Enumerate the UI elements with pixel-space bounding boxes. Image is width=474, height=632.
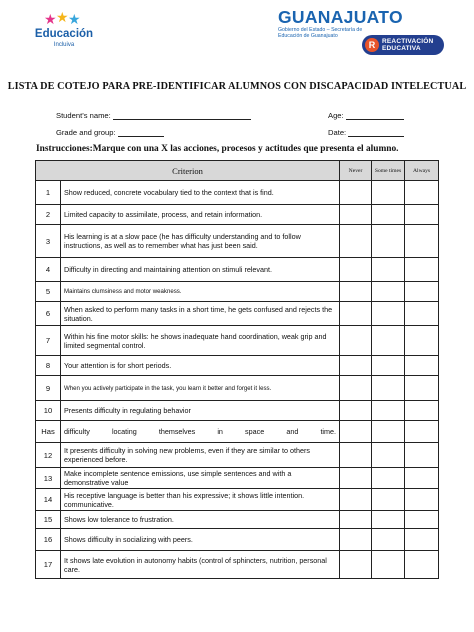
table-row <box>36 326 439 356</box>
sometimes-checkbox[interactable] <box>372 468 405 489</box>
row-criterion: Maintains clumsiness and motor weakness. <box>61 282 340 302</box>
star-icon: ★ <box>44 11 57 27</box>
sometimes-checkbox[interactable] <box>372 376 405 401</box>
sometimes-checkbox[interactable] <box>372 225 405 258</box>
table-row <box>36 376 439 401</box>
row-number: 17 <box>36 551 61 579</box>
table-row <box>36 225 439 258</box>
row-criterion: Show reduced, concrete vocabulary tied to the context that is find. <box>61 181 340 205</box>
reactivacion-badge <box>362 35 444 55</box>
always-checkbox[interactable] <box>405 376 439 401</box>
age-label: Age: <box>328 111 344 120</box>
row-criterion: Difficulty in directing and maintaining attention on stimuli relevant. <box>61 258 340 282</box>
row-criterion: Make incomplete sentence emissions, use simple sentences and with a demonstrative value <box>61 468 340 489</box>
never-checkbox[interactable] <box>340 489 372 511</box>
logo-right-title: GUANAJUATO <box>278 7 403 27</box>
student-name-field[interactable] <box>56 111 251 120</box>
grade-group-label: Grade and group: <box>56 128 116 137</box>
table-row <box>36 489 439 511</box>
never-checkbox[interactable] <box>340 468 372 489</box>
table-row <box>36 511 439 529</box>
row-number: 6 <box>36 302 61 326</box>
row-criterion: It shows late evolution in autonomy habits (control of sphincters, nutrition, personal care. <box>61 551 340 579</box>
table-row <box>36 551 439 579</box>
student-name-label: Student’s name: <box>56 111 111 120</box>
guanajuato-logo <box>278 8 450 58</box>
row-number: 4 <box>36 258 61 282</box>
never-checkbox[interactable] <box>340 421 372 443</box>
table-row <box>36 258 439 282</box>
row-criterion: Your attention is for short periods. <box>61 356 340 376</box>
always-checkbox[interactable] <box>405 205 439 225</box>
table-row <box>36 443 439 468</box>
row-number: 12 <box>36 443 61 468</box>
grade-group-field[interactable] <box>56 128 164 137</box>
sometimes-checkbox[interactable] <box>372 326 405 356</box>
row-criterion: When asked to perform many tasks in a short time, he gets confused and rejects the situation. <box>61 302 340 326</box>
sometimes-checkbox[interactable] <box>372 302 405 326</box>
table-row <box>36 401 439 421</box>
row-criterion: Within his fine motor skills: he shows inadequate hand coordination, weak grip and limited segmental control. <box>61 326 340 356</box>
grade-group-line[interactable] <box>118 128 164 137</box>
row-criterion: It presents difficulty in solving new problems, even if they are similar to others experienced before. <box>61 443 340 468</box>
row-number: Has <box>36 421 61 443</box>
row-number: 14 <box>36 489 61 511</box>
sometimes-checkbox[interactable] <box>372 489 405 511</box>
sometimes-checkbox[interactable] <box>372 401 405 421</box>
row-number: 3 <box>36 225 61 258</box>
always-checkbox[interactable] <box>405 356 439 376</box>
educacion-inclusiva-logo <box>34 9 94 56</box>
table-row <box>36 302 439 326</box>
date-field[interactable] <box>328 128 404 137</box>
sometimes-checkbox[interactable] <box>372 282 405 302</box>
sometimes-checkbox[interactable] <box>372 511 405 529</box>
sometimes-checkbox[interactable] <box>372 421 405 443</box>
student-name-line[interactable] <box>113 111 251 120</box>
row-number: 9 <box>36 376 61 401</box>
row-number: 10 <box>36 401 61 421</box>
date-label: Date: <box>328 128 347 137</box>
table-row <box>36 421 439 443</box>
row-criterion: Presents difficulty in regulating behavior <box>61 401 340 421</box>
row-criterion: His learning is at a slow pace (he has difficulty understanding and to follow instructions, as well as to remember what has just been said. <box>61 225 340 258</box>
always-checkbox[interactable] <box>405 282 439 302</box>
row-criterion: When you actively participate in the task, you learn it better and forget it less. <box>61 376 340 401</box>
never-checkbox[interactable] <box>340 356 372 376</box>
always-checkbox[interactable] <box>405 181 439 205</box>
header-always: Always <box>405 161 439 181</box>
table-row <box>36 282 439 302</box>
table-row <box>36 468 439 489</box>
never-checkbox[interactable] <box>340 376 372 401</box>
header-sometimes: Some times <box>372 161 405 181</box>
always-checkbox[interactable] <box>405 489 439 511</box>
header-criterion: Criterion <box>36 161 340 181</box>
row-number: 1 <box>36 181 61 205</box>
always-checkbox[interactable] <box>405 551 439 579</box>
header-never: Never <box>340 161 372 181</box>
sometimes-checkbox[interactable] <box>372 258 405 282</box>
age-line[interactable] <box>346 111 404 120</box>
never-checkbox[interactable] <box>340 551 372 579</box>
always-checkbox[interactable] <box>405 302 439 326</box>
table-header-row <box>36 161 439 181</box>
row-criterion: His receptive language is better than his expressive; it shows little intention. communicative. <box>61 489 340 511</box>
sometimes-checkbox[interactable] <box>372 356 405 376</box>
row-criterion: Shows difficulty in socializing with peers. <box>61 529 340 551</box>
never-checkbox[interactable] <box>340 302 372 326</box>
never-checkbox[interactable] <box>340 282 372 302</box>
never-checkbox[interactable] <box>340 225 372 258</box>
date-line[interactable] <box>348 128 404 137</box>
always-checkbox[interactable] <box>405 511 439 529</box>
always-checkbox[interactable] <box>405 225 439 258</box>
sometimes-checkbox[interactable] <box>372 551 405 579</box>
never-checkbox[interactable] <box>340 326 372 356</box>
sometimes-checkbox[interactable] <box>372 443 405 468</box>
table-row <box>36 356 439 376</box>
never-checkbox[interactable] <box>340 205 372 225</box>
age-field[interactable] <box>328 111 404 120</box>
table-row <box>36 529 439 551</box>
row-criterion: Shows low tolerance to frustration. <box>61 511 340 529</box>
row-number: 16 <box>36 529 61 551</box>
instructions: Instrucciones:Marque con una X las acciones, procesos y actitudes que presenta el alumno. <box>36 144 399 154</box>
sometimes-checkbox[interactable] <box>372 181 405 205</box>
row-number: 8 <box>36 356 61 376</box>
star-icon: ★ <box>68 11 81 27</box>
always-checkbox[interactable] <box>405 326 439 356</box>
document-title: LISTA DE COTEJO PARA PRE-IDENTIFICAR ALUMNOS CON DISCAPACIDAD INTELECTUAL <box>7 81 467 92</box>
always-checkbox[interactable] <box>405 468 439 489</box>
sometimes-checkbox[interactable] <box>372 529 405 551</box>
never-checkbox[interactable] <box>340 258 372 282</box>
never-checkbox[interactable] <box>340 529 372 551</box>
table-row <box>36 181 439 205</box>
never-checkbox[interactable] <box>340 401 372 421</box>
row-number: 5 <box>36 282 61 302</box>
always-checkbox[interactable] <box>405 443 439 468</box>
row-number: 13 <box>36 468 61 489</box>
always-checkbox[interactable] <box>405 529 439 551</box>
star-icon: ★ <box>56 9 69 25</box>
row-number: 7 <box>36 326 61 356</box>
logo-left-text: Educación <box>34 28 94 40</box>
logo-left-subtext: Incluiva <box>53 42 75 48</box>
never-checkbox[interactable] <box>340 181 372 205</box>
checklist-table <box>35 160 439 579</box>
row-criterion: Limited capacity to assimilate, process, and retain information. <box>61 205 340 225</box>
always-checkbox[interactable] <box>405 401 439 421</box>
row-criterion: difficulty locating themselves in space and time. <box>61 421 340 443</box>
row-number: 15 <box>36 511 61 529</box>
logo-right-subtitle: Gobierno del Estado – Secretaría de Educación de Guanajuato <box>278 27 363 39</box>
r-circle-icon: R <box>365 38 379 52</box>
badge-line2: EDUCATIVA <box>382 45 421 52</box>
sometimes-checkbox[interactable] <box>372 205 405 225</box>
always-checkbox[interactable] <box>405 421 439 443</box>
never-checkbox[interactable] <box>340 511 372 529</box>
badge-line1: REACTIVACIÓN <box>382 38 434 45</box>
never-checkbox[interactable] <box>340 443 372 468</box>
row-number: 2 <box>36 205 61 225</box>
table-row <box>36 205 439 225</box>
always-checkbox[interactable] <box>405 258 439 282</box>
